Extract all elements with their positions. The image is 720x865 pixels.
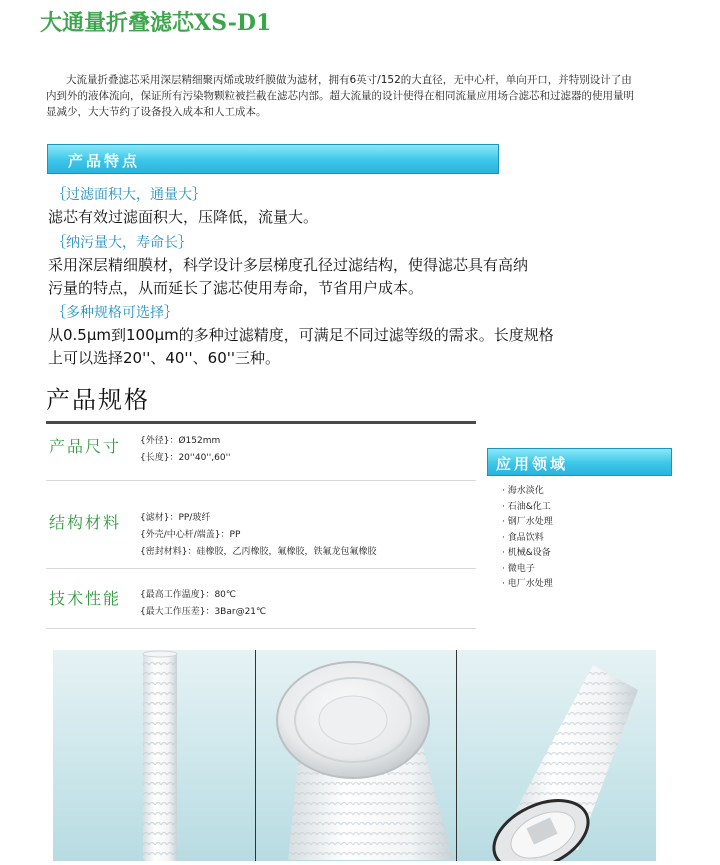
spec-values-size — [140, 433, 231, 467]
feature-line: 上可以选择20''、40''、60''三种。 — [48, 349, 281, 367]
feature-title-2: ｛纳污量大，寿命长｝ — [52, 235, 192, 251]
feature-title-1: ｛过滤面积大，通量大｝ — [52, 187, 206, 203]
list-item: · 石油&化工 — [502, 501, 551, 512]
divider — [46, 628, 476, 629]
spec-value: {外径}：Ø152mm — [140, 436, 221, 446]
spec-label-performance: 技术性能 — [49, 589, 122, 608]
list-item: · 海水淡化 — [502, 486, 544, 496]
page-title: 大通量折叠滤芯XS-D1 — [40, 10, 272, 36]
feature-title-3: ｛多种规格可选择｝ — [52, 305, 178, 321]
feature-line: 污量的特点，从而延长了滤芯使用寿命，节省用户成本。 — [48, 279, 424, 297]
divider — [46, 568, 476, 569]
cartridge-photo-3 — [483, 665, 638, 861]
spec-label-size: 产品尺寸 — [49, 437, 122, 456]
product-photo-strip — [53, 650, 656, 861]
feature-body-1 — [48, 206, 648, 229]
intro-paragraph: 大流量折叠滤芯采用深层精细聚丙烯或玻纤膜做为滤材，拥有6英寸/152的大直径，无中心杆，单向开口，并特别设计了由内到外的液体流向，保证所有污染物颗粒被拦截在滤芯内部。超大流量的设计使得在相同流量应用场合滤芯和过滤器的使用量明显减少，大大节约了设备投入成本和人工成本。 — [46, 74, 634, 118]
spec-value: {最高工作温度}：80℃ — [140, 590, 237, 600]
specs-heading-rule — [46, 421, 476, 424]
features-header-bar — [47, 144, 499, 174]
list-item: · 电厂水处理 — [502, 579, 553, 589]
applications-header-bar — [487, 448, 672, 476]
cartridge-photo-2 — [277, 662, 453, 860]
spec-value: {滤材}：PP/玻纤 — [140, 513, 211, 523]
applications-heading: 应用领域 — [496, 455, 569, 473]
product-photos-svg — [53, 650, 656, 861]
feature-line: 采用深层精细膜材，科学设计多层梯度孔径过滤结构，使得滤芯具有高纳 — [48, 256, 529, 274]
spec-values-material — [140, 510, 376, 561]
features-heading: 产品特点 — [68, 152, 141, 170]
list-item: · 钢厂水处理 — [502, 517, 553, 527]
feature-line: 从0.5μm到100μm的多种过滤精度，可满足不同过滤等级的需求。长度规格 — [48, 326, 554, 344]
divider — [46, 480, 476, 481]
photo-divider — [255, 650, 256, 861]
feature-body-3 — [48, 324, 648, 370]
spec-value: {密封材料}：硅橡胶，乙丙橡胶，氟橡胶，铁氟龙包氟橡胶 — [140, 547, 377, 557]
spec-values-performance — [140, 587, 266, 621]
specs-heading: 产品规格 — [46, 386, 150, 414]
list-item: · 机械&设备 — [502, 548, 551, 558]
feature-line: 滤芯有效过滤面积大，压降低，流量大。 — [48, 208, 319, 226]
spec-label-material: 结构材料 — [49, 513, 122, 532]
feature-body-2 — [48, 254, 648, 300]
spec-value: {最大工作压差}：3Bar@21℃ — [140, 607, 267, 617]
cartridge-photo-1 — [143, 651, 177, 861]
list-item: · 微电子 — [502, 563, 535, 574]
spec-value: {外壳/中心杆/端盖}：PP — [140, 530, 241, 540]
applications-list — [502, 484, 553, 593]
list-item: · 食品饮料 — [502, 532, 544, 543]
spec-value: {长度}：20''40'',60'' — [140, 453, 231, 463]
photo-divider — [456, 650, 457, 861]
